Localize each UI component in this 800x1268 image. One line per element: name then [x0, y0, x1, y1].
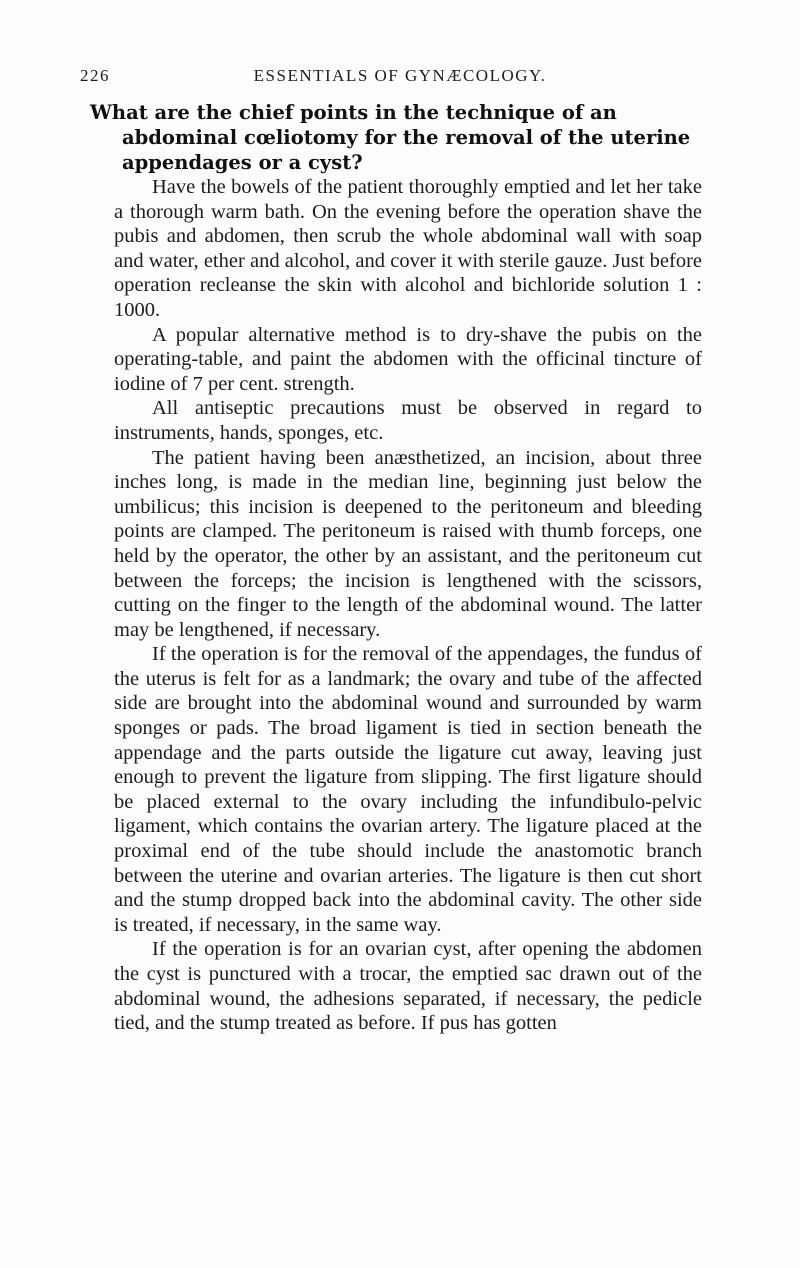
paragraph-incision: The patient having been anæsthetized, an incision, about three inches long, is made in the median line, beginning just below the umbilicus; this incision is deepened to the peritoneum and bleeding points are clamped. The peritoneum is raised with thumb forceps, one held by the operator, the other by an assistant, and the peritoneum cut between the forceps; the incision is lengthened with the scissors, cutting on the finger to the length of the abdominal wound. The latter may be lengthened, if necessary. — [114, 446, 702, 641]
paragraph-preparation: Have the bowels of the patient thoroughly emptied and let her take a thorough warm bath. On the evening before the operation shave the pubis and abdomen, then scrub the whole abdominal wall with soap and water, ether and alcohol, and cover it with sterile gauze. Just before operation recleanse the skin with alcohol and bichloride solution 1 : 1000. — [114, 176, 702, 321]
page-number: 226 — [80, 66, 110, 85]
running-head — [80, 66, 720, 92]
question-heading: What are the chief points in the technique of an abdominal cœliotomy for the removal of the uterine appendages or a cyst? — [90, 101, 691, 174]
paragraph-alternative-method: A popular alternative method is to dry-shave the pubis on the operating-table, and paint the abdomen with the officinal tincture of iodine of 7 per cent. strength. — [114, 323, 702, 395]
running-title: ESSENTIALS OF GYNÆCOLOGY. — [253, 66, 547, 85]
paragraph-ovarian-cyst: If the operation is for an ovarian cyst, after opening the abdomen the cyst is punctured with a trocar, the emptied sac drawn out of the abdominal wound, the adhesions separated, if necessary, the pedicle tied, and the stump treated as before. If pus has gotten — [114, 938, 702, 1035]
paragraph-antiseptic: All antiseptic precautions must be observed in regard to instruments, hands, sponges, etc. — [114, 397, 702, 444]
paragraph-appendages: If the operation is for the removal of the appendages, the fundus of the uterus is felt for as a landmark; the ovary and tube of the affected side are brought into the abdominal wound and surrounded by warm sponges or pads. The broad ligament is tied in section beneath the appendage and the parts outside the ligature cut away, leaving just enough to prevent the ligature from slipping. The first ligature should be placed external to the ovary including the infundibulo-pelvic ligament, which contains the ovarian artery. The ligature placed at the proximal end of the tube should include the anastomotic branch between the uterine and ovarian arteries. The ligature is then cut short and the stump dropped back into the abdominal cavity. The other side is treated, if necessary, in the same way. — [114, 643, 702, 936]
page-body — [90, 100, 702, 1036]
